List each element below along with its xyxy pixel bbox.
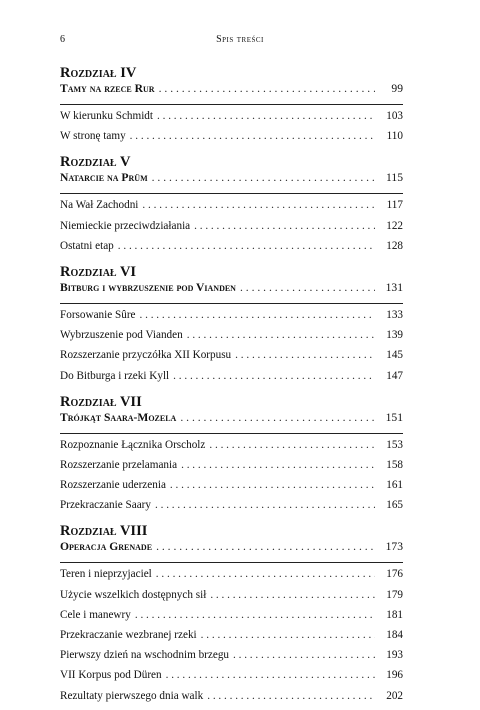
dot-leader <box>157 110 375 123</box>
chapter-label: Rozdział VII <box>60 393 142 410</box>
entry-page-number: 176 <box>386 568 403 581</box>
entry-page-number: 196 <box>386 669 403 682</box>
toc-entry <box>60 220 403 240</box>
dot-leader <box>156 568 375 581</box>
dot-leader <box>118 240 375 253</box>
toc-entry <box>60 199 403 219</box>
toc-entry <box>60 349 403 369</box>
entry-title: Cele i manewry <box>60 608 131 621</box>
dot-leader <box>170 479 375 492</box>
toc-chapter <box>60 152 403 260</box>
entry-title: Pierwszy dzień na wschodnim brzegu <box>60 649 230 662</box>
toc-entry <box>60 690 403 710</box>
chapter-title-entry <box>60 411 403 429</box>
dot-leader <box>207 690 375 703</box>
chapter-label: Rozdział VI <box>60 263 137 280</box>
entry-page-number: 181 <box>386 608 403 621</box>
toc-entry <box>60 609 403 629</box>
dot-leader <box>156 540 375 553</box>
toc-entry <box>60 479 403 499</box>
entry-page-number: 115 <box>386 171 403 185</box>
entry-page-number: 133 <box>386 308 403 321</box>
chapter-divider <box>60 433 403 434</box>
entry-title: Na Wał Zachodni <box>60 199 139 212</box>
toc-entry <box>60 240 403 260</box>
dot-leader <box>173 370 375 383</box>
entry-page-number: 165 <box>386 499 403 512</box>
entry-title: Natarcie na Prüm <box>60 171 148 185</box>
toc-entry <box>60 589 403 609</box>
toc-entry <box>60 568 403 588</box>
dot-leader <box>210 589 375 602</box>
chapter-title-entry <box>60 82 403 100</box>
entry-page-number: 184 <box>386 629 403 641</box>
entry-title: Rozszerzanie uderzenia <box>60 479 166 492</box>
dot-leader <box>194 220 375 233</box>
dot-leader <box>181 459 375 472</box>
toc-entry <box>60 499 403 519</box>
dot-leader <box>155 499 375 512</box>
toc-entry <box>60 110 403 130</box>
dot-leader <box>209 439 375 452</box>
entry-title: W kierunku Schmidt <box>60 110 154 122</box>
toc-entry <box>60 439 403 459</box>
dot-leader <box>140 309 375 322</box>
entry-title: Forsowanie Sûre <box>60 308 136 321</box>
page-number: 6 <box>60 34 65 45</box>
entry-page-number: 151 <box>385 410 403 424</box>
entry-page-number: 161 <box>386 479 403 492</box>
table-of-contents <box>60 63 403 710</box>
entry-page-number: 122 <box>386 219 403 232</box>
entry-page-number: 193 <box>386 649 403 662</box>
entry-title: Niemieckie przeciwdziałania <box>60 219 191 232</box>
toc-entry <box>60 649 403 669</box>
entry-title: Użycie wszelkich dostępnych sił <box>60 588 207 601</box>
entry-title: Teren i nieprzyjaciel <box>60 568 152 581</box>
entry-page-number: 145 <box>386 349 403 362</box>
toc-entry <box>60 309 403 329</box>
running-header <box>60 34 420 48</box>
entry-page-number: 173 <box>385 540 403 554</box>
toc-chapter <box>60 63 403 150</box>
entry-page-number: 99 <box>391 82 403 95</box>
entry-page-number: 158 <box>386 458 403 471</box>
entry-title: Przekraczanie Saary <box>60 499 151 512</box>
entry-page-number: 139 <box>386 329 403 342</box>
dot-leader <box>233 649 375 662</box>
toc-entry <box>60 329 403 349</box>
entry-page-number: 128 <box>386 239 403 252</box>
dot-leader <box>187 329 375 342</box>
chapter-divider <box>60 104 403 105</box>
chapter-divider <box>60 562 403 563</box>
toc-chapter <box>60 262 403 390</box>
chapter-label: Rozdział V <box>60 154 131 171</box>
entry-title: W stronę tamy <box>60 130 126 143</box>
entry-title: Ostatni etap <box>60 239 114 252</box>
dot-leader <box>159 82 375 95</box>
entry-page-number: 179 <box>386 588 403 601</box>
entry-page-number: 202 <box>386 689 403 702</box>
entry-page-number: 103 <box>386 110 403 122</box>
toc-entry <box>60 130 403 150</box>
toc-entry <box>60 459 403 479</box>
entry-title: Rezultaty pierwszego dnia walk <box>60 689 204 702</box>
entry-title: Rozpoznanie Łącznika Orscholz <box>60 438 206 451</box>
entry-page-number: 153 <box>386 438 403 451</box>
dot-leader <box>240 281 375 294</box>
chapter-divider <box>60 193 403 194</box>
entry-title: Rozszerzanie przyczółka XII Korpusu <box>60 349 232 362</box>
toc-entry <box>60 669 403 689</box>
entry-page-number: 131 <box>385 280 403 294</box>
dot-leader <box>201 629 375 642</box>
entry-title: Bitburg i wybrzuszenie pod Vianden <box>60 280 236 294</box>
entry-title: Przekraczanie wezbranej rzeki <box>60 629 197 641</box>
dot-leader <box>235 349 375 362</box>
entry-page-number: 117 <box>386 199 403 212</box>
entry-title: Wybrzuszenie pod Vianden <box>60 329 183 342</box>
chapter-label: Rozdział IV <box>60 65 137 81</box>
entry-title: Tamy na rzece Rur <box>60 82 155 95</box>
entry-title: Do Bitburga i rzeki Kyll <box>60 369 170 382</box>
dot-leader <box>180 411 375 424</box>
dot-leader <box>130 130 375 143</box>
entry-title: Rozszerzanie przelamania <box>60 458 178 471</box>
dot-leader <box>152 171 375 184</box>
toc-entry <box>60 629 403 649</box>
chapter-divider <box>60 303 403 304</box>
dot-leader <box>166 669 375 682</box>
toc-entry <box>60 370 403 390</box>
entry-title: Trójkąt Saara-Mozela <box>60 410 177 424</box>
entry-title: VII Korpus pod Düren <box>60 669 162 682</box>
chapter-title-entry <box>60 540 403 558</box>
chapter-title-entry <box>60 171 403 189</box>
running-title: Spis treści <box>216 34 264 45</box>
dot-leader <box>142 199 375 212</box>
chapter-title-entry <box>60 281 403 299</box>
entry-page-number: 147 <box>386 369 403 382</box>
dot-leader <box>135 609 375 622</box>
toc-chapter <box>60 392 403 520</box>
chapter-label: Rozdział VIII <box>60 523 148 540</box>
toc-chapter <box>60 521 403 709</box>
entry-page-number: 110 <box>386 130 403 143</box>
entry-title: Operacja Grenade <box>60 540 153 554</box>
